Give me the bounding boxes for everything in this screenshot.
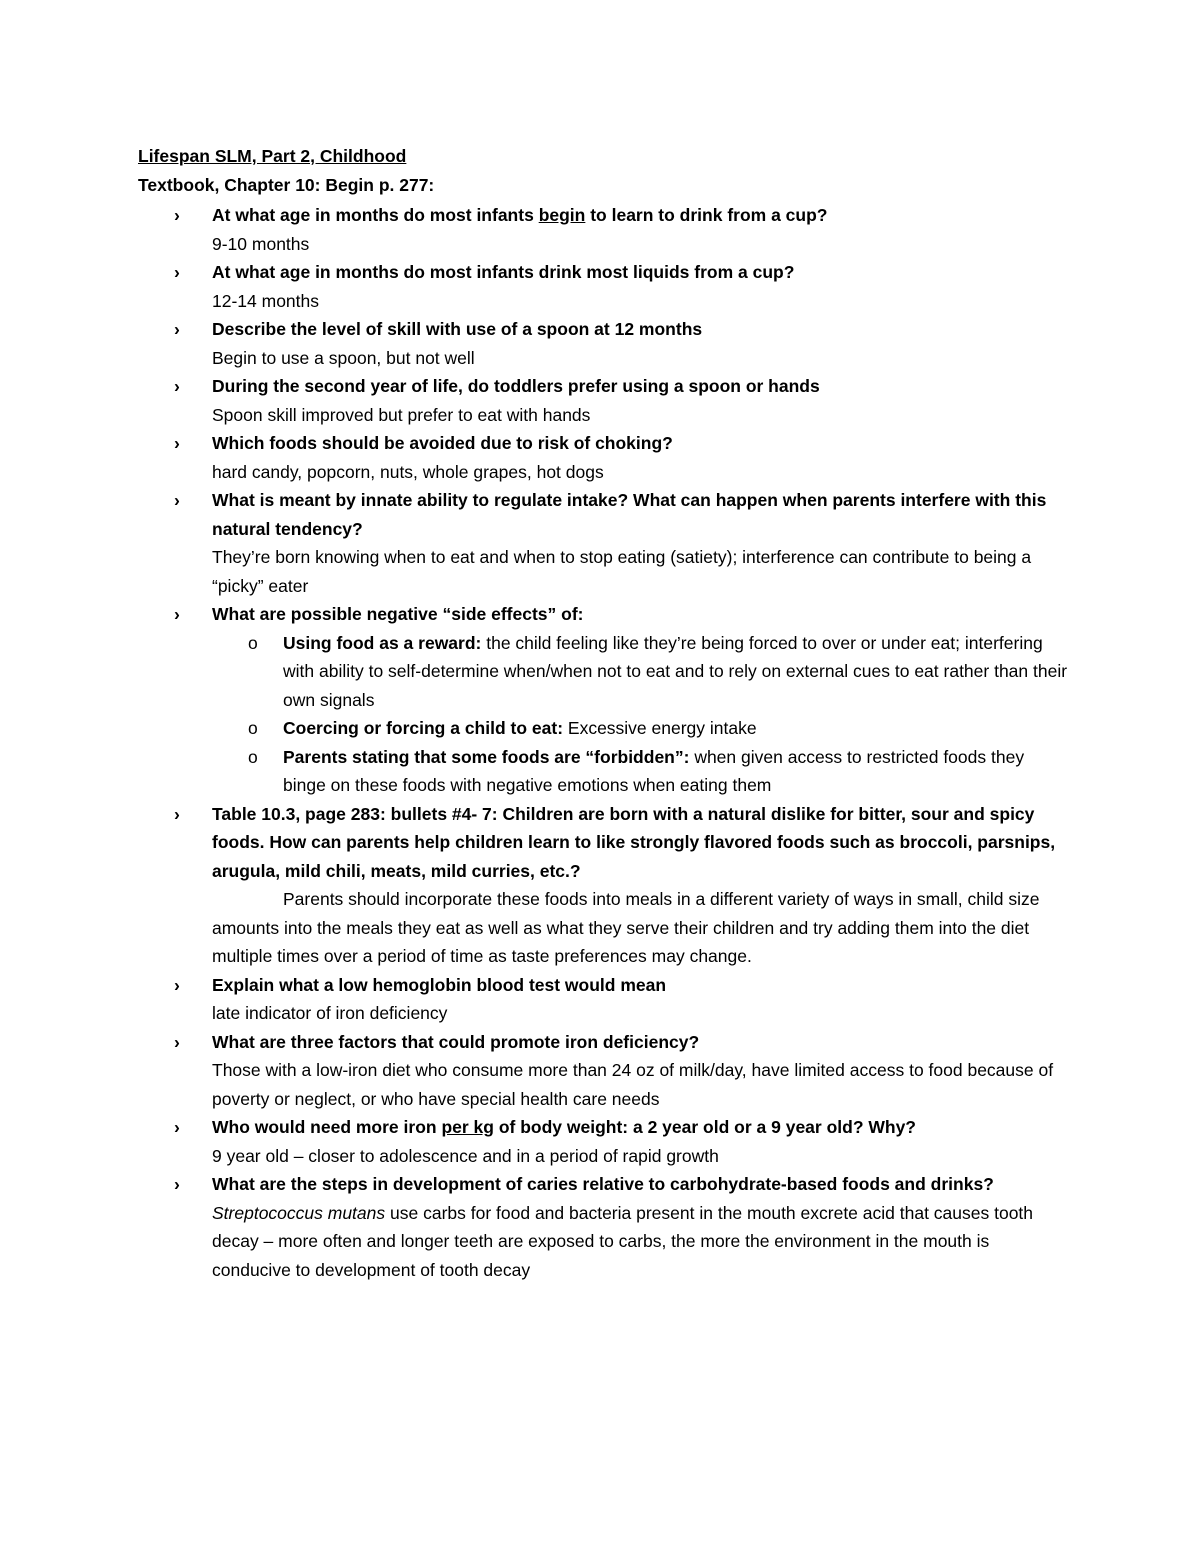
answer-text: 9 year old – closer to adolescence and in a period of rapid growth [212,1145,719,1166]
answer-text: late indicator of iron deficiency [212,1003,448,1023]
sub-item-lead: Parents stating that some foods are “forbidden”: [283,746,690,767]
sub-item [138,629,1068,715]
question-text: At what age in months do most infants drink most liquids from a cup? [212,262,795,282]
answer-text: hard candy, popcorn, nuts, whole grapes, hot dogs [212,461,604,482]
question-text: Table 10.3, page 283: bullets #4- 7: Children are born with a natural dislike for bitter, sour and spicy foods. How can parents help children learn to like strongly flavored foods such as broccoli, parsnips, arugula, mild chili, meats, mild curries, etc.? [212,803,1056,881]
question-text: What are the steps in development of caries relative to carbohydrate-based foods and drinks? [212,1174,994,1194]
question-item [138,315,1068,372]
chevron-bullet-icon: › [174,604,180,624]
question-text: What are three factors that could promote iron deficiency? [212,1031,700,1052]
chevron-bullet-icon: › [174,490,180,510]
circle-bullet-icon: o [248,632,258,653]
question-item [138,429,1068,486]
chevron-bullet-icon: › [174,803,180,824]
question-item [138,1170,1068,1284]
answer-text: 12-14 months [212,290,320,311]
question-text: Who would need more iron per kg of body weight: a 2 year old or a 9 year old? Why? [212,1117,917,1137]
question-item [138,800,1068,971]
sub-item-text: Excessive energy intake [563,718,757,738]
question-item [138,258,1068,315]
question-item [138,971,1068,1028]
answer-text: They’re born knowing when to eat and when to stop eating (satiety); interference can contribute to being a “picky” eater [212,547,1032,596]
question-text: At what age in months do most infants begin to learn to drink from a cup? [212,205,828,225]
answer-text: Parents should incorporate these foods into meals in a different variety of ways in small, child size amounts into the meals they eat as well as what they serve their children and try adding them into the diet multiple times over a period of time as taste preferences may change. [212,889,1040,966]
answer-text: Streptococcus mutans use carbs for food and bacteria present in the mouth excrete acid that causes tooth decay – more often and longer teeth are exposed to carbs, the more the environment in the mouth is conducive to development of tooth decay [212,1202,1034,1280]
sub-item [138,743,1068,800]
underlined-word: per kg [441,1117,494,1137]
underlined-word: begin [538,205,586,225]
question-text: Explain what a low hemoglobin blood test would mean [212,974,667,995]
sub-item-lead: Coercing or forcing a child to eat: [283,718,564,738]
question-item [138,201,1068,258]
answer-text: 9-10 months [212,233,310,254]
question-text: What are possible negative “side effects” of: [212,604,584,624]
species-name: Streptococcus mutans [212,1202,386,1223]
sub-item-lead: Using food as a reward: [283,632,482,653]
answer-text: Begin to use a spoon, but not well [212,347,475,368]
question-text: What is meant by innate ability to regulate intake? What can happen when parents interfere with this natural tendency? [212,490,1047,539]
question-text: Which foods should be avoided due to risk of choking? [212,433,673,453]
circle-bullet-icon: o [248,746,258,767]
question-text: Describe the level of skill with use of a spoon at 12 months [212,319,703,339]
document-title: Lifespan SLM, Part 2, Childhood [138,146,407,166]
question-item [138,1113,1068,1170]
circle-bullet-icon: o [248,718,258,738]
chevron-bullet-icon: › [174,376,180,396]
answer-text: Those with a low-iron diet who consume more than 24 oz of milk/day, have limited access to food because of poverty or neglect, or who have special health care needs [212,1060,1054,1109]
chevron-bullet-icon: › [174,319,180,339]
question-item [138,486,1068,600]
chevron-bullet-icon: › [174,974,180,995]
question-item [138,1028,1068,1114]
sub-item-text: the child feeling like they’re being forced to over or under eat; interfering with ability to self-determine when/when not to eat and to rely on external cues to eat rather than their own signals [283,632,1068,710]
sub-item-text: when given access to restricted foods they binge on these foods with negative emotions when eating them [283,746,1025,795]
chevron-bullet-icon: › [174,205,180,225]
document-page [138,142,1068,1284]
answer-text: Spoon skill improved but prefer to eat with hands [212,404,591,425]
chevron-bullet-icon: › [174,262,180,282]
question-text: During the second year of life, do toddlers prefer using a spoon or hands [212,376,820,396]
document-subtitle: Textbook, Chapter 10: Begin p. 277: [138,174,435,195]
chevron-bullet-icon: › [174,1031,180,1052]
sub-item [138,714,1068,743]
chevron-bullet-icon: › [174,1174,180,1194]
question-item [138,600,1068,629]
question-item [138,372,1068,429]
chevron-bullet-icon: › [174,1117,180,1137]
chevron-bullet-icon: › [174,433,180,453]
